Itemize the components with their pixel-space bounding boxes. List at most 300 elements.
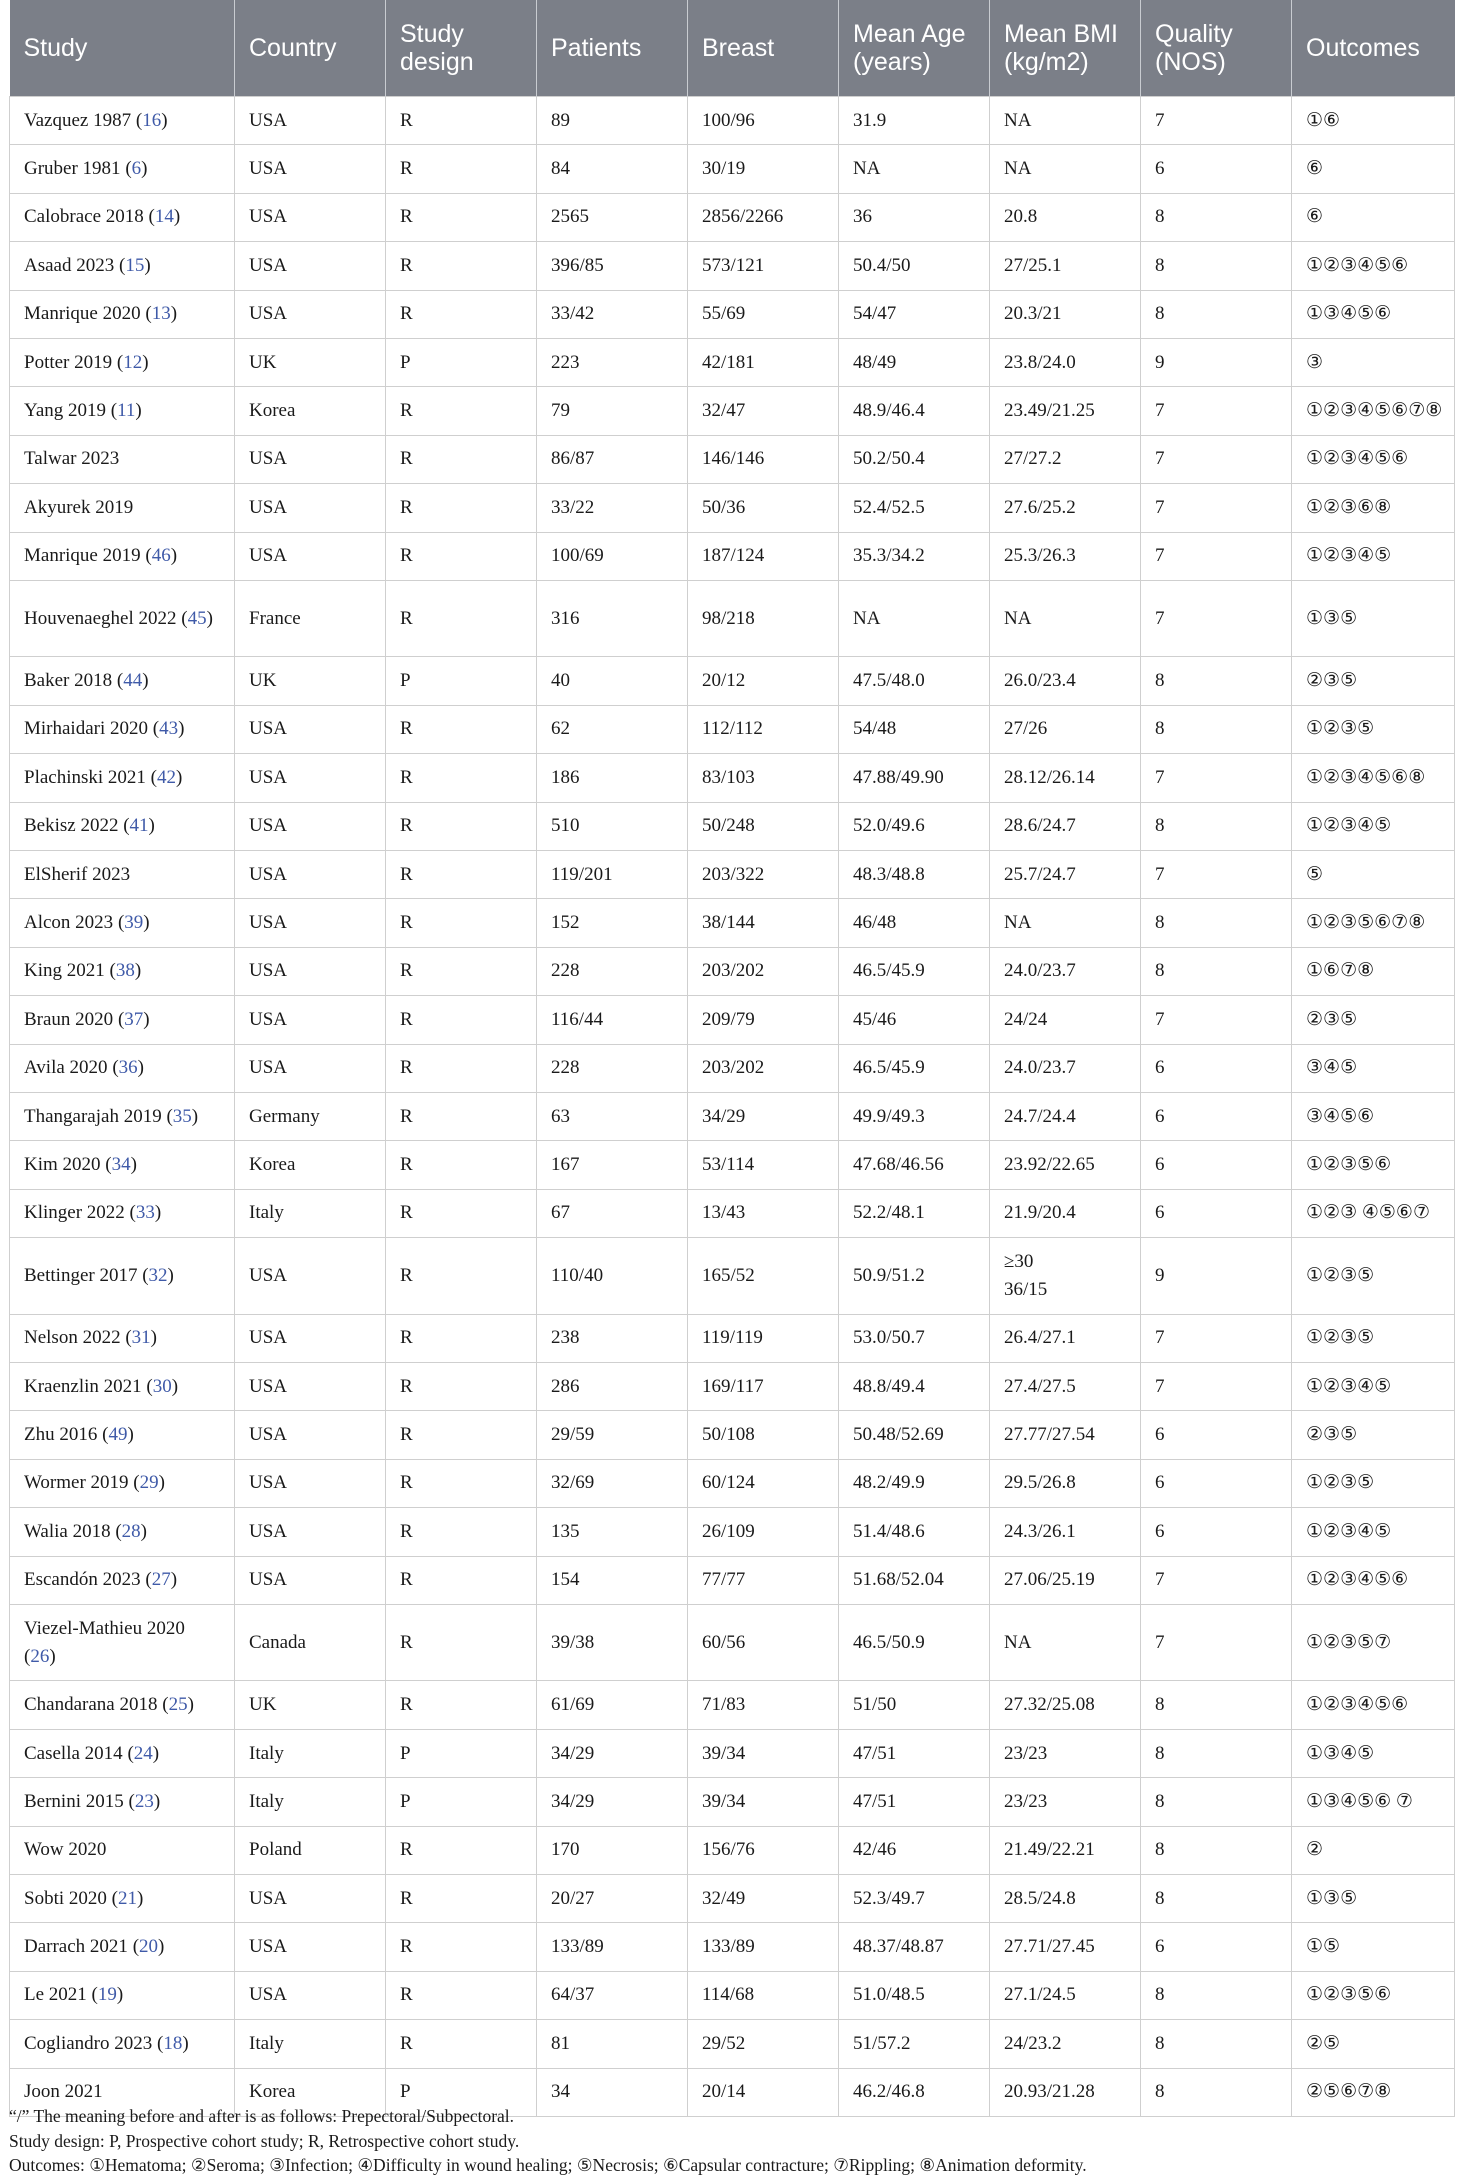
- cell-country: Poland: [235, 1826, 386, 1874]
- cell-mean-age: 47.88/49.90: [839, 754, 990, 802]
- reference-link[interactable]: 12: [123, 351, 143, 373]
- cell-study: Bernini 2015 (23): [10, 1778, 235, 1826]
- cell-study-design: P: [386, 2068, 537, 2116]
- table-row: [10, 145, 1455, 193]
- cell-study: [10, 850, 235, 898]
- table-row: [10, 435, 1455, 483]
- cell-breast: 60/56: [688, 1604, 839, 1681]
- cell-study-design: R: [386, 2020, 537, 2068]
- cell-mean-age: 52.0/49.6: [839, 802, 990, 850]
- cell-mean-bmi: 29.5/26.8: [990, 1459, 1141, 1507]
- study-name: Cogliandro 2023: [24, 2032, 153, 2054]
- table-row: [10, 387, 1455, 435]
- cell-mean-bmi: 25.7/24.7: [990, 850, 1141, 898]
- table-row: [10, 2020, 1455, 2068]
- table-row: [10, 705, 1455, 753]
- table-row: [10, 1729, 1455, 1777]
- cell-breast: 573/121: [688, 242, 839, 290]
- study-name: ElSherif 2023: [24, 863, 131, 885]
- header-quality: Quality (NOS): [1141, 0, 1292, 97]
- cell-breast: 187/124: [688, 532, 839, 580]
- reference-link[interactable]: 13: [151, 303, 171, 325]
- footnote-study-design: Study design: P, Prospective cohort study; R, Retrospective cohort study.: [9, 2130, 520, 2151]
- cell-mean-bmi: NA: [990, 145, 1141, 193]
- cell-patients: 33/22: [537, 484, 688, 532]
- study-name: Manrique 2019: [24, 545, 141, 567]
- cell-quality: 7: [1141, 1314, 1292, 1362]
- cell-country: USA: [235, 1411, 386, 1459]
- reference-link[interactable]: 38: [115, 960, 135, 982]
- header-breast: Breast: [688, 0, 839, 97]
- cell-quality: 7: [1141, 850, 1292, 898]
- cell-study-design: R: [386, 1314, 537, 1362]
- cell-breast: 119/119: [688, 1314, 839, 1362]
- study-name: Wow 2020: [24, 1839, 107, 1861]
- cell-mean-bmi: 27.6/25.2: [990, 484, 1141, 532]
- cell-study-design: R: [386, 1875, 537, 1923]
- table-body: [10, 97, 1455, 2117]
- cell-quality: 8: [1141, 802, 1292, 850]
- cell-outcomes: ①②③⑤⑥: [1292, 1971, 1455, 2019]
- cell-quality: 6: [1141, 1459, 1292, 1507]
- reference-link[interactable]: 30: [152, 1375, 172, 1397]
- study-name: Akyurek 2019: [24, 496, 134, 518]
- cell-breast: 39/34: [688, 1729, 839, 1777]
- cell-patients: 238: [537, 1314, 688, 1362]
- cell-quality: 7: [1141, 1556, 1292, 1604]
- cell-patients: 39/38: [537, 1604, 688, 1681]
- reference-link[interactable]: 43: [159, 718, 179, 740]
- cell-outcomes: ①②③④⑤: [1292, 1362, 1455, 1410]
- cell-quality: 8: [1141, 1826, 1292, 1874]
- study-name: Kim 2020: [24, 1154, 101, 1175]
- cell-mean-age: 47.68/46.56: [839, 1141, 990, 1189]
- cell-mean-age: 48.3/48.8: [839, 850, 990, 898]
- header-mean-bmi: Mean BMI (kg/m2): [990, 0, 1141, 97]
- reference-link[interactable]: 25: [168, 1694, 188, 1716]
- cell-breast: 20/14: [688, 2068, 839, 2116]
- cell-mean-age: NA: [839, 580, 990, 657]
- cell-mean-age: 52.3/49.7: [839, 1875, 990, 1923]
- cell-patients: 63: [537, 1092, 688, 1140]
- cell-mean-bmi: 23/23: [990, 1778, 1141, 1826]
- cell-mean-age: 47.5/48.0: [839, 657, 990, 705]
- cell-outcomes: ②③⑤: [1292, 657, 1455, 705]
- study-name: Baker 2018: [24, 670, 113, 692]
- reference-link[interactable]: 39: [124, 912, 144, 934]
- study-name: Thangarajah 2019: [24, 1105, 162, 1127]
- cell-study-design: R: [386, 1604, 537, 1681]
- cell-mean-age: 51.0/48.5: [839, 1971, 990, 2019]
- study-name: Avila 2020: [24, 1057, 108, 1079]
- table-header-row: [10, 0, 1455, 97]
- cell-mean-age: 52.2/48.1: [839, 1189, 990, 1237]
- cell-mean-bmi: 21.9/20.4: [990, 1189, 1141, 1237]
- cell-study-design: R: [386, 1092, 537, 1140]
- cell-mean-bmi: 27.32/25.08: [990, 1681, 1141, 1729]
- cell-country: USA: [235, 532, 386, 580]
- cell-outcomes: ①③④⑤⑥: [1292, 290, 1455, 338]
- cell-study-design: R: [386, 532, 537, 580]
- reference-link[interactable]: 35: [172, 1105, 192, 1127]
- cell-patients: 119/201: [537, 850, 688, 898]
- header-country: Country: [235, 0, 386, 97]
- cell-outcomes: ①②③⑤: [1292, 1238, 1455, 1315]
- cell-study-design: R: [386, 1826, 537, 1874]
- cell-quality: 7: [1141, 754, 1292, 802]
- cell-mean-bmi: 27/25.1: [990, 242, 1141, 290]
- study-name: King 2021: [24, 960, 105, 982]
- cell-quality: 8: [1141, 947, 1292, 995]
- cell-mean-age: 35.3/34.2: [839, 532, 990, 580]
- table-row: [10, 1362, 1455, 1410]
- table-row: [10, 657, 1455, 705]
- reference-link[interactable]: 41: [129, 815, 149, 837]
- cell-breast: 77/77: [688, 1556, 839, 1604]
- cell-breast: 38/144: [688, 899, 839, 947]
- cell-breast: 114/68: [688, 1971, 839, 2019]
- table-row: [10, 996, 1455, 1044]
- cell-patients: 510: [537, 802, 688, 850]
- cell-country: USA: [235, 996, 386, 1044]
- study-name: Vazquez 1987: [24, 109, 132, 131]
- cell-outcomes: ①②③④⑤: [1292, 532, 1455, 580]
- reference-link[interactable]: 15: [125, 254, 145, 276]
- study-name: Bettinger 2017: [24, 1264, 138, 1286]
- cell-study-design: R: [386, 1556, 537, 1604]
- cell-outcomes: ①②③④⑤: [1292, 802, 1455, 850]
- cell-country: USA: [235, 850, 386, 898]
- cell-patients: 223: [537, 338, 688, 386]
- cell-mean-age: 46.5/45.9: [839, 947, 990, 995]
- reference-link[interactable]: 28: [121, 1520, 141, 1542]
- cell-patients: 33/42: [537, 290, 688, 338]
- cell-breast: 30/19: [688, 145, 839, 193]
- cell-outcomes: ①②③④⑤⑥: [1292, 242, 1455, 290]
- header-mean-age: Mean Age (years): [839, 0, 990, 97]
- cell-country: USA: [235, 947, 386, 995]
- header-patients: Patients: [537, 0, 688, 97]
- reference-link[interactable]: 33: [135, 1202, 155, 1224]
- cell-mean-bmi: NA: [990, 1604, 1141, 1681]
- table-row: [10, 802, 1455, 850]
- cell-mean-age: 47/51: [839, 1729, 990, 1777]
- reference-link[interactable]: 14: [154, 206, 174, 228]
- reference-link[interactable]: 49: [108, 1424, 128, 1446]
- cell-breast: 133/89: [688, 1923, 839, 1971]
- cell-mean-bmi: 28.12/26.14: [990, 754, 1141, 802]
- cell-study-design: R: [386, 242, 537, 290]
- cell-mean-bmi: 23/23: [990, 1729, 1141, 1777]
- cell-mean-bmi: 24.3/26.1: [990, 1508, 1141, 1556]
- cell-breast: 165/52: [688, 1238, 839, 1315]
- cell-study: Zhu 2016 (49): [10, 1411, 235, 1459]
- table-row: [10, 1875, 1455, 1923]
- cell-quality: 8: [1141, 899, 1292, 947]
- cell-mean-age: 54/48: [839, 705, 990, 753]
- cell-country: USA: [235, 1508, 386, 1556]
- cell-study: Bettinger 2017 (32): [10, 1238, 235, 1315]
- cell-quality: 6: [1141, 1189, 1292, 1237]
- cell-mean-age: 49.9/49.3: [839, 1092, 990, 1140]
- header-study: Study: [10, 0, 235, 97]
- cell-outcomes: ①③④⑤: [1292, 1729, 1455, 1777]
- cell-study: Sobti 2020 (21): [10, 1875, 235, 1923]
- table-row: [10, 1971, 1455, 2019]
- cell-study: Gruber 1981 (6): [10, 145, 235, 193]
- cell-outcomes: ③④⑤⑥: [1292, 1092, 1455, 1140]
- cell-patients: 34/29: [537, 1729, 688, 1777]
- cell-mean-bmi: 24.0/23.7: [990, 947, 1141, 995]
- cell-country: USA: [235, 1556, 386, 1604]
- cell-patients: 186: [537, 754, 688, 802]
- cell-mean-age: 46.2/46.8: [839, 2068, 990, 2116]
- table-row: [10, 1508, 1455, 1556]
- cell-outcomes: ②③⑤: [1292, 996, 1455, 1044]
- cell-outcomes: ⑥: [1292, 145, 1455, 193]
- reference-link[interactable]: 16: [142, 109, 162, 131]
- cell-mean-age: 45/46: [839, 996, 990, 1044]
- study-name: Plachinski 2021: [24, 766, 146, 788]
- cell-outcomes: ③: [1292, 338, 1455, 386]
- cell-study: Yang 2019 (11): [10, 387, 235, 435]
- cell-outcomes: ①③④⑤⑥ ⑦: [1292, 1778, 1455, 1826]
- cell-patients: 84: [537, 145, 688, 193]
- cell-mean-bmi: 20.93/21.28: [990, 2068, 1141, 2116]
- cell-study: Vazquez 1987 (16): [10, 97, 235, 145]
- cell-outcomes: ①②③④⑤: [1292, 1508, 1455, 1556]
- cell-study: King 2021 (38): [10, 947, 235, 995]
- reference-link[interactable]: 19: [97, 1984, 117, 2006]
- cell-mean-bmi: 26.4/27.1: [990, 1314, 1141, 1362]
- cell-breast: 203/202: [688, 947, 839, 995]
- cell-breast: 42/181: [688, 338, 839, 386]
- cell-outcomes: ①②③⑤: [1292, 705, 1455, 753]
- reference-link[interactable]: 36: [118, 1057, 138, 1079]
- cell-breast: 98/218: [688, 580, 839, 657]
- cell-quality: 8: [1141, 2020, 1292, 2068]
- cell-country: USA: [235, 193, 386, 241]
- cell-patients: 170: [537, 1826, 688, 1874]
- cell-mean-age: 36: [839, 193, 990, 241]
- cell-country: Italy: [235, 2020, 386, 2068]
- table-row: [10, 1556, 1455, 1604]
- cell-study-design: P: [386, 657, 537, 705]
- cell-study-design: R: [386, 193, 537, 241]
- cell-outcomes: ①②③⑤⑥⑦⑧: [1292, 899, 1455, 947]
- cell-study-design: R: [386, 484, 537, 532]
- study-name: Darrach 2021: [24, 1936, 128, 1958]
- table-row: [10, 1681, 1455, 1729]
- cell-breast: 146/146: [688, 435, 839, 483]
- reference-link[interactable]: 20: [139, 1936, 159, 1958]
- cell-study: Casella 2014 (24): [10, 1729, 235, 1777]
- reference-link[interactable]: 46: [151, 545, 171, 567]
- cell-quality: 8: [1141, 1971, 1292, 2019]
- study-name: Alcon 2023: [24, 912, 114, 934]
- cell-breast: 50/36: [688, 484, 839, 532]
- reference-link[interactable]: 26: [30, 1645, 50, 1667]
- cell-study: Kraenzlin 2021 (30): [10, 1362, 235, 1410]
- cell-outcomes: ①②③⑤⑥: [1292, 1141, 1455, 1189]
- reference-link[interactable]: 24: [133, 1742, 153, 1764]
- cell-patients: 167: [537, 1141, 688, 1189]
- cell-breast: 39/34: [688, 1778, 839, 1826]
- cell-quality: 8: [1141, 242, 1292, 290]
- reference-link[interactable]: 31: [131, 1327, 151, 1349]
- cell-study: Calobrace 2018 (14): [10, 193, 235, 241]
- cell-quality: 6: [1141, 1508, 1292, 1556]
- cell-country: USA: [235, 1875, 386, 1923]
- reference-link[interactable]: 23: [134, 1790, 154, 1812]
- cell-study: Kim 2020 (34): [10, 1141, 235, 1189]
- cell-study-design: R: [386, 850, 537, 898]
- cell-mean-bmi: 28.5/24.8: [990, 1875, 1141, 1923]
- cell-study-design: R: [386, 1411, 537, 1459]
- cell-mean-bmi: 20.8: [990, 193, 1141, 241]
- table-row: [10, 532, 1455, 580]
- cell-quality: 7: [1141, 996, 1292, 1044]
- cell-study-design: R: [386, 705, 537, 753]
- study-name: Bernini 2015: [24, 1790, 124, 1812]
- cell-mean-age: 53.0/50.7: [839, 1314, 990, 1362]
- cell-mean-age: 48.9/46.4: [839, 387, 990, 435]
- cell-outcomes: ①⑥: [1292, 97, 1455, 145]
- cell-outcomes: ②⑤⑥⑦⑧: [1292, 2068, 1455, 2116]
- study-name: Casella 2014: [24, 1742, 123, 1764]
- study-name: Escandón 2023: [24, 1569, 141, 1591]
- cell-quality: 9: [1141, 1238, 1292, 1315]
- reference-link[interactable]: 6: [131, 158, 142, 180]
- cell-study: Thangarajah 2019 (35): [10, 1092, 235, 1140]
- cell-quality: 7: [1141, 1604, 1292, 1681]
- study-name: Bekisz 2022: [24, 815, 119, 837]
- cell-outcomes: ①②③⑥⑧: [1292, 484, 1455, 532]
- cell-country: USA: [235, 705, 386, 753]
- study-name: Sobti 2020: [24, 1887, 107, 1909]
- cell-mean-age: 47/51: [839, 1778, 990, 1826]
- cell-country: Italy: [235, 1778, 386, 1826]
- cell-study-design: R: [386, 1971, 537, 2019]
- cell-patients: 100/69: [537, 532, 688, 580]
- cell-breast: 71/83: [688, 1681, 839, 1729]
- footnote-slash-meaning: “/” The meaning before and after is as follows: Prepectoral/Subpectoral.: [9, 2106, 515, 2126]
- reference-link[interactable]: 18: [163, 2032, 183, 2054]
- cell-quality: 8: [1141, 705, 1292, 753]
- reference-link[interactable]: 21: [117, 1887, 137, 1909]
- cell-quality: 7: [1141, 97, 1292, 145]
- cell-quality: 6: [1141, 1411, 1292, 1459]
- study-name: Klinger 2022: [24, 1202, 125, 1224]
- cell-study-design: R: [386, 580, 537, 657]
- cell-breast: 203/322: [688, 850, 839, 898]
- cell-study: Wormer 2019 (29): [10, 1459, 235, 1507]
- cell-patients: 62: [537, 705, 688, 753]
- table-row: [10, 1923, 1455, 1971]
- cell-study-design: R: [386, 290, 537, 338]
- study-name: Chandarana 2018: [24, 1694, 158, 1716]
- cell-study: [10, 435, 235, 483]
- study-name: Gruber 1981: [24, 158, 121, 180]
- cell-mean-age: 48.2/49.9: [839, 1459, 990, 1507]
- table-row: [10, 1238, 1455, 1315]
- cell-country: Korea: [235, 387, 386, 435]
- study-name: Potter 2019: [24, 351, 113, 373]
- cell-study: Avila 2020 (36): [10, 1044, 235, 1092]
- cell-country: Italy: [235, 1729, 386, 1777]
- cell-patients: 286: [537, 1362, 688, 1410]
- cell-study-design: R: [386, 996, 537, 1044]
- cell-breast: 60/124: [688, 1459, 839, 1507]
- cell-mean-age: 48/49: [839, 338, 990, 386]
- table-row: [10, 1826, 1455, 1874]
- cell-quality: 9: [1141, 338, 1292, 386]
- cell-breast: 209/79: [688, 996, 839, 1044]
- table-row: [10, 193, 1455, 241]
- studies-table: [9, 0, 1455, 2117]
- study-name: Zhu 2016: [24, 1424, 98, 1446]
- cell-outcomes: ①②③④⑤⑥: [1292, 1681, 1455, 1729]
- cell-outcomes: ②③⑤: [1292, 1411, 1455, 1459]
- cell-outcomes: ①②③④⑤⑥⑧: [1292, 754, 1455, 802]
- cell-breast: 156/76: [688, 1826, 839, 1874]
- cell-quality: 6: [1141, 1923, 1292, 1971]
- cell-study-design: R: [386, 1044, 537, 1092]
- cell-mean-age: 46/48: [839, 899, 990, 947]
- cell-study: Le 2021 (19): [10, 1971, 235, 2019]
- cell-mean-bmi: 27/26: [990, 705, 1141, 753]
- table-row: [10, 1459, 1455, 1507]
- cell-outcomes: ①②③⑤: [1292, 1459, 1455, 1507]
- reference-link[interactable]: 27: [151, 1569, 171, 1591]
- reference-link[interactable]: 42: [157, 766, 176, 788]
- cell-mean-age: 52.4/52.5: [839, 484, 990, 532]
- cell-country: USA: [235, 1238, 386, 1315]
- cell-country: USA: [235, 242, 386, 290]
- study-name: Talwar 2023: [24, 448, 120, 470]
- cell-mean-age: 48.8/49.4: [839, 1362, 990, 1410]
- cell-breast: 112/112: [688, 705, 839, 753]
- reference-link[interactable]: 37: [124, 1008, 144, 1030]
- cell-study-design: R: [386, 754, 537, 802]
- cell-quality: 6: [1141, 1141, 1292, 1189]
- cell-country: Korea: [235, 2068, 386, 2116]
- cell-quality: 8: [1141, 193, 1292, 241]
- cell-study-design: R: [386, 387, 537, 435]
- cell-study-design: R: [386, 1681, 537, 1729]
- cell-country: USA: [235, 435, 386, 483]
- cell-breast: 29/52: [688, 2020, 839, 2068]
- reference-link[interactable]: 32: [148, 1264, 168, 1286]
- cell-mean-bmi: 25.3/26.3: [990, 532, 1141, 580]
- cell-study-design: R: [386, 1508, 537, 1556]
- cell-mean-age: 42/46: [839, 1826, 990, 1874]
- cell-country: USA: [235, 1459, 386, 1507]
- reference-link[interactable]: 29: [139, 1472, 159, 1494]
- cell-study-design: R: [386, 435, 537, 483]
- cell-study-design: R: [386, 1459, 537, 1507]
- reference-link[interactable]: 11: [117, 400, 136, 422]
- cell-mean-bmi: 21.49/22.21: [990, 1826, 1141, 1874]
- cell-study: Chandarana 2018 (25): [10, 1681, 235, 1729]
- table-footnotes: [9, 2104, 1449, 2178]
- reference-link[interactable]: 45: [187, 607, 207, 629]
- cell-study-design: R: [386, 1141, 537, 1189]
- reference-link[interactable]: 34: [111, 1154, 131, 1175]
- cell-study: Viezel-Mathieu 2020 (26): [10, 1604, 235, 1681]
- reference-link[interactable]: 44: [123, 670, 143, 692]
- table-row: [10, 1189, 1455, 1237]
